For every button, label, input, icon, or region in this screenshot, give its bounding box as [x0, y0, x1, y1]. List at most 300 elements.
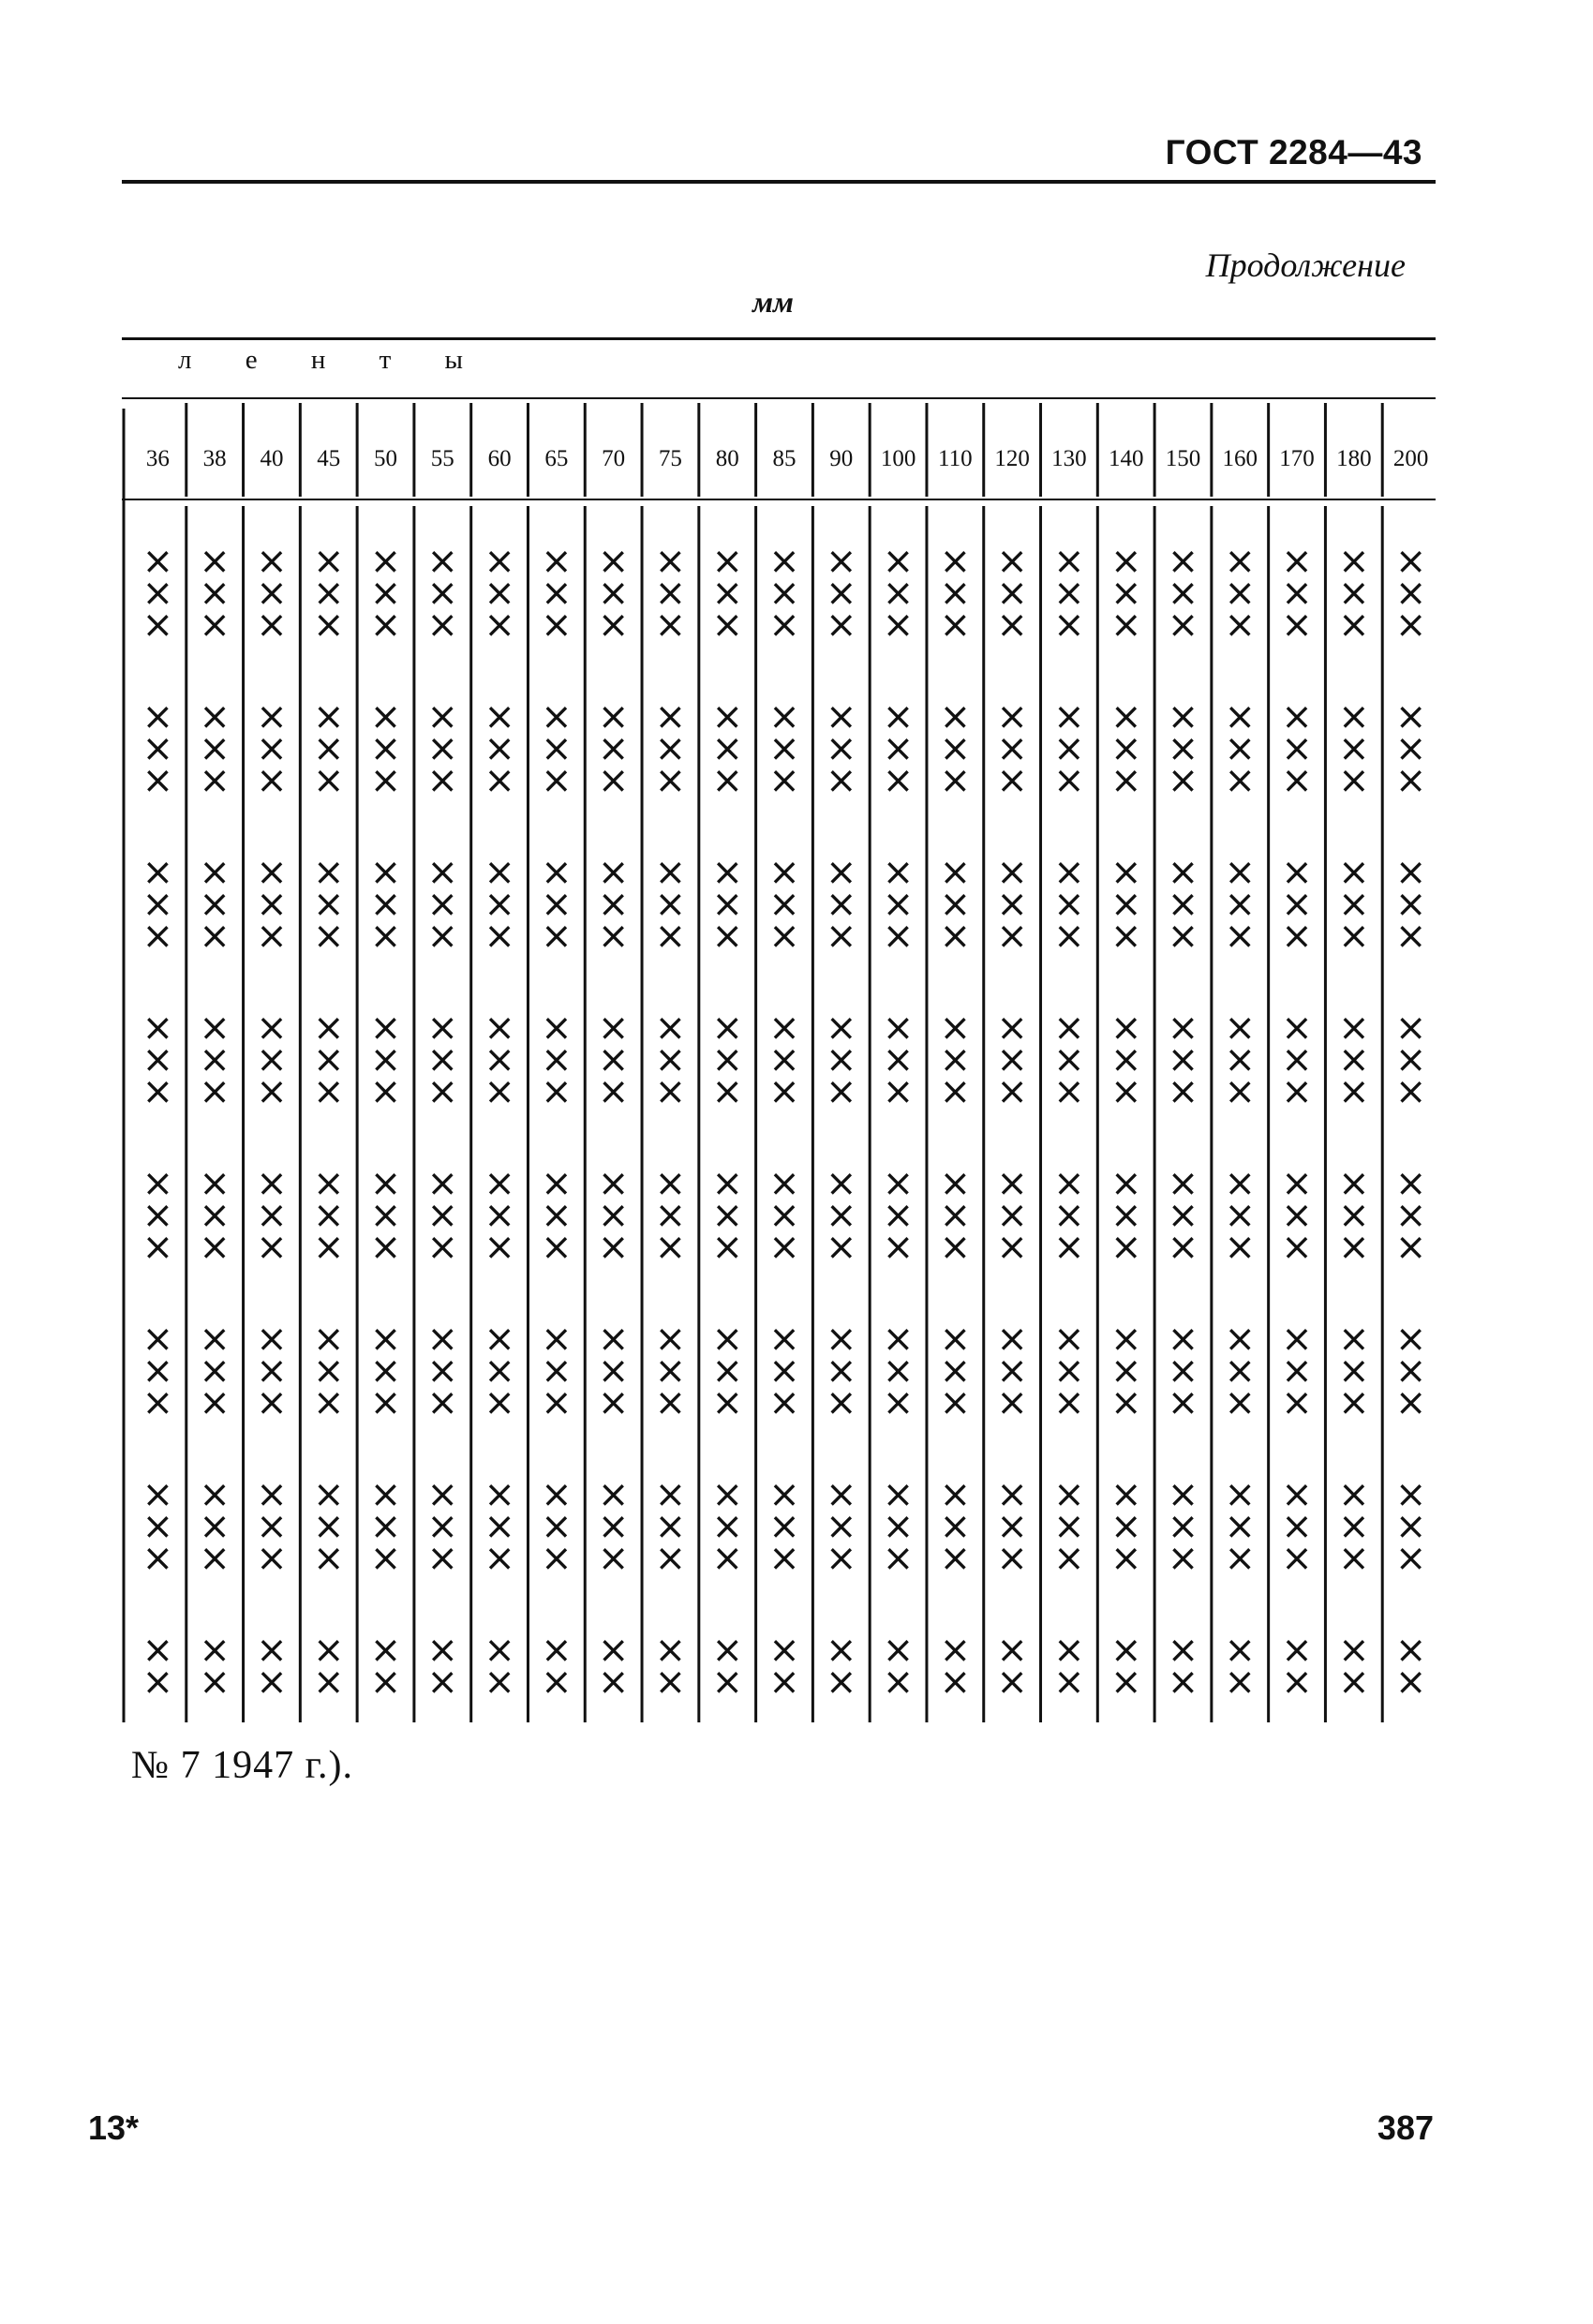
- table-mark: ×: [1394, 1162, 1427, 1205]
- table-mark: ×: [369, 1381, 402, 1424]
- table-mark: ×: [199, 1629, 231, 1672]
- table-mark: ×: [141, 572, 174, 615]
- table-mark: ×: [1394, 572, 1427, 615]
- page-number: 387: [1377, 2108, 1434, 2147]
- column-header: 85: [772, 446, 796, 471]
- table-mark: ×: [711, 1505, 743, 1548]
- table-mark: ×: [597, 1070, 630, 1113]
- table-mark: ×: [541, 540, 573, 583]
- table-mark: ×: [312, 851, 345, 894]
- table-mark: ×: [1167, 1070, 1199, 1113]
- table-mark: ×: [1109, 1349, 1142, 1393]
- table-mark: ×: [312, 883, 345, 926]
- table-mark: ×: [256, 1629, 288, 1672]
- table-mark: ×: [256, 1006, 288, 1050]
- table-mark: ×: [1281, 1038, 1313, 1081]
- table-mark: ×: [199, 1349, 231, 1393]
- table-mark: ×: [939, 1661, 972, 1704]
- table-mark: ×: [996, 915, 1028, 958]
- table-mark: ×: [1281, 572, 1313, 615]
- table-mark: ×: [312, 1318, 345, 1361]
- table-mark: ×: [1167, 915, 1199, 958]
- continuation-label: Продолжение: [1205, 246, 1406, 284]
- table-mark: ×: [768, 1473, 800, 1516]
- table-mark: ×: [1167, 1629, 1199, 1672]
- table-mark: ×: [711, 695, 743, 738]
- column-header: 36: [145, 446, 170, 471]
- table-mark: ×: [826, 1226, 857, 1269]
- table-mark: ×: [1053, 603, 1085, 647]
- table-mark: ×: [541, 1070, 573, 1113]
- table-mark: ×: [768, 1006, 800, 1050]
- table-mark: ×: [484, 1038, 515, 1081]
- column-header: 75: [658, 446, 682, 471]
- sheet-mark: 13*: [88, 2108, 140, 2147]
- table-mark: ×: [1167, 1162, 1199, 1205]
- table-mark: ×: [1224, 1473, 1257, 1516]
- table-mark: ×: [882, 1006, 915, 1050]
- table-mark: ×: [426, 1629, 459, 1672]
- table-mark: ×: [939, 572, 972, 615]
- table-mark: ×: [996, 603, 1028, 647]
- table-mark: ×: [484, 1505, 515, 1548]
- table-mark: ×: [1338, 603, 1370, 647]
- table-mark: ×: [1167, 1226, 1199, 1269]
- table-mark: ×: [141, 851, 174, 894]
- table-mark: ×: [939, 759, 972, 802]
- table-mark: ×: [939, 1194, 972, 1237]
- table-mark: ×: [1167, 695, 1199, 738]
- table-mark: ×: [939, 1473, 972, 1516]
- table-mark: ×: [312, 603, 345, 647]
- table-mark: ×: [484, 1318, 515, 1361]
- unit-label: мм: [752, 285, 794, 319]
- table-mark: ×: [484, 1070, 515, 1113]
- table-mark: ×: [711, 915, 743, 958]
- table-mark: ×: [654, 1194, 687, 1237]
- table-mark: ×: [369, 1537, 402, 1580]
- table-mark: ×: [1394, 603, 1427, 647]
- table-mark: ×: [768, 727, 800, 770]
- table-mark: ×: [1281, 915, 1313, 958]
- table-mark: ×: [141, 1038, 174, 1081]
- table-mark: ×: [1224, 1226, 1257, 1269]
- table-mark: ×: [484, 1473, 515, 1516]
- table-mark: ×: [1109, 572, 1142, 615]
- table-mark: ×: [541, 695, 573, 738]
- table-mark: ×: [1281, 1006, 1313, 1050]
- table-mark: ×: [1394, 1070, 1427, 1113]
- table-mark: ×: [1394, 851, 1427, 894]
- table-mark: ×: [1281, 883, 1313, 926]
- table-mark: ×: [256, 883, 288, 926]
- table-mark: ×: [541, 1226, 573, 1269]
- table-mark: ×: [768, 603, 800, 647]
- table-mark: ×: [199, 915, 231, 958]
- table-mark: ×: [597, 572, 630, 615]
- table-mark: ×: [1224, 1349, 1257, 1393]
- table-mark: ×: [541, 603, 573, 647]
- table-mark: ×: [654, 1006, 687, 1050]
- table-mark: ×: [597, 727, 630, 770]
- table-mark: ×: [1167, 1349, 1199, 1393]
- table-mark: ×: [141, 727, 174, 770]
- table-mark: ×: [312, 1162, 345, 1205]
- table-mark: ×: [1167, 1473, 1199, 1516]
- table-mark: ×: [369, 915, 402, 958]
- column-header: 80: [715, 446, 739, 471]
- table-mark: ×: [826, 1194, 857, 1237]
- column-header: 200: [1392, 446, 1429, 471]
- table-mark: ×: [426, 1006, 459, 1050]
- table-mark: ×: [1281, 1505, 1313, 1548]
- table-mark: ×: [1109, 727, 1142, 770]
- table-mark: ×: [369, 1349, 402, 1393]
- table-mark: ×: [369, 759, 402, 802]
- table-mark: ×: [654, 1318, 687, 1361]
- column-header: 120: [994, 446, 1030, 471]
- table-mark: ×: [882, 1473, 915, 1516]
- table-mark: ×: [1109, 883, 1142, 926]
- table-mark: ×: [1109, 1006, 1142, 1050]
- table-mark: ×: [141, 883, 174, 926]
- table-mark: ×: [711, 1629, 743, 1672]
- table-mark: ×: [711, 1038, 743, 1081]
- table-mark: ×: [882, 727, 915, 770]
- table-mark: ×: [199, 1318, 231, 1361]
- table-mark: ×: [199, 1661, 231, 1704]
- table-mark: ×: [654, 1070, 687, 1113]
- table-mark: ×: [654, 1038, 687, 1081]
- table-mark: ×: [996, 727, 1028, 770]
- table-mark: ×: [1167, 1537, 1199, 1580]
- table-mark: ×: [882, 695, 915, 738]
- table-mark: ×: [711, 603, 743, 647]
- table-mark: ×: [711, 1194, 743, 1237]
- table-mark: ×: [939, 1070, 972, 1113]
- table-mark: ×: [996, 1537, 1028, 1580]
- table-mark: ×: [654, 1349, 687, 1393]
- table-mark: ×: [141, 1505, 174, 1548]
- table-mark: ×: [484, 1381, 515, 1424]
- table-mark: ×: [1281, 1629, 1313, 1672]
- table-mark: ×: [541, 1162, 573, 1205]
- table-mark: ×: [312, 1194, 345, 1237]
- table-mark: ×: [1394, 915, 1427, 958]
- table-mark: ×: [541, 759, 573, 802]
- table-mark: ×: [256, 1038, 288, 1081]
- table-mark: ×: [199, 1226, 231, 1269]
- table-mark: ×: [369, 1070, 402, 1113]
- table-mark: ×: [256, 1070, 288, 1113]
- table-mark: ×: [768, 1162, 800, 1205]
- table-mark: ×: [1167, 1038, 1199, 1081]
- table-mark: ×: [1053, 1661, 1085, 1704]
- table-mark: ×: [1281, 1162, 1313, 1205]
- table-mark: ×: [1281, 540, 1313, 583]
- table-mark: ×: [1338, 1629, 1370, 1672]
- table-mark: ×: [541, 1381, 573, 1424]
- table-mark: ×: [711, 1661, 743, 1704]
- table-mark: ×: [996, 1318, 1028, 1361]
- table-mark: ×: [597, 1194, 630, 1237]
- table-mark: ×: [597, 1473, 630, 1516]
- table-mark: ×: [426, 1473, 459, 1516]
- table-mark: ×: [826, 727, 857, 770]
- table-mark: ×: [597, 759, 630, 802]
- table-mark: ×: [541, 883, 573, 926]
- table-mark: ×: [199, 883, 231, 926]
- group-heading: л е н т ы: [178, 345, 487, 375]
- table-mark: ×: [1224, 603, 1257, 647]
- table-mark: ×: [826, 1505, 857, 1548]
- table-mark: ×: [312, 1006, 345, 1050]
- table-mark: ×: [768, 540, 800, 583]
- table-mark: ×: [711, 851, 743, 894]
- table-mark: ×: [1394, 695, 1427, 738]
- table-mark: ×: [939, 1226, 972, 1269]
- table-mark: ×: [1224, 1537, 1257, 1580]
- table-mark: ×: [312, 540, 345, 583]
- table-mark: ×: [199, 1162, 231, 1205]
- footnote: № 7 1947 г.).: [131, 1744, 354, 1787]
- table-mark: ×: [426, 851, 459, 894]
- table-mark: ×: [484, 759, 515, 802]
- table-mark: ×: [312, 915, 345, 958]
- table-mark: ×: [1109, 1194, 1142, 1237]
- table-mark: ×: [597, 695, 630, 738]
- table-mark: ×: [369, 603, 402, 647]
- table-mark: ×: [1338, 1537, 1370, 1580]
- table-mark: ×: [654, 915, 687, 958]
- table-mark: ×: [1224, 1381, 1257, 1424]
- table-mark: ×: [1053, 540, 1085, 583]
- table-mark: ×: [1167, 1006, 1199, 1050]
- table-mark: ×: [711, 572, 743, 615]
- table-mark: ×: [369, 1505, 402, 1548]
- table-mark: ×: [1338, 1473, 1370, 1516]
- table-mark: ×: [939, 727, 972, 770]
- table-mark: ×: [597, 1381, 630, 1424]
- table-mark: ×: [141, 1226, 174, 1269]
- table-mark: ×: [426, 1226, 459, 1269]
- table-mark: ×: [199, 851, 231, 894]
- table-mark: ×: [141, 1070, 174, 1113]
- table-mark: ×: [1281, 1349, 1313, 1393]
- table-mark: ×: [1109, 851, 1142, 894]
- table-mark: ×: [1053, 1194, 1085, 1237]
- table-mark: ×: [541, 572, 573, 615]
- table-mark: ×: [826, 1629, 857, 1672]
- table-mark: ×: [939, 1006, 972, 1050]
- table-mark: ×: [826, 1349, 857, 1393]
- table-mark: ×: [882, 1318, 915, 1361]
- table-mark: ×: [882, 1226, 915, 1269]
- table-mark: ×: [826, 1537, 857, 1580]
- table-mark: ×: [541, 1194, 573, 1237]
- table-mark: ×: [1338, 883, 1370, 926]
- table-mark: ×: [1109, 1537, 1142, 1580]
- table-mark: ×: [541, 1505, 573, 1548]
- table-mark: ×: [141, 1318, 174, 1361]
- table-mark: ×: [996, 1505, 1028, 1548]
- table-mark: ×: [597, 1006, 630, 1050]
- table-mark: ×: [312, 1629, 345, 1672]
- table-mark: ×: [541, 1629, 573, 1672]
- table-mark: ×: [1224, 727, 1257, 770]
- table-mark: ×: [312, 1038, 345, 1081]
- table-mark: ×: [768, 1070, 800, 1113]
- table-mark: ×: [826, 851, 857, 894]
- table-mark: ×: [996, 1006, 1028, 1050]
- table-mark: ×: [882, 1038, 915, 1081]
- table-mark: ×: [426, 1038, 459, 1081]
- table-mark: ×: [541, 1349, 573, 1393]
- table-mark: ×: [996, 1162, 1028, 1205]
- table-mark: ×: [768, 1194, 800, 1237]
- table-mark: ×: [312, 1505, 345, 1548]
- column-header: 180: [1336, 446, 1372, 471]
- table-mark: ×: [426, 1349, 459, 1393]
- table-mark: ×: [141, 915, 174, 958]
- table-mark: ×: [996, 540, 1028, 583]
- table-mark: ×: [426, 915, 459, 958]
- table-mark: ×: [1167, 572, 1199, 615]
- table-mark: ×: [826, 1006, 857, 1050]
- table-mark: ×: [654, 851, 687, 894]
- table-mark: ×: [141, 1006, 174, 1050]
- table-mark: ×: [426, 759, 459, 802]
- table-mark: ×: [711, 1162, 743, 1205]
- table-mark: ×: [597, 1318, 630, 1361]
- table-mark: ×: [1053, 1349, 1085, 1393]
- table-mark: ×: [369, 883, 402, 926]
- column-header: 50: [374, 446, 398, 471]
- table-mark: ×: [826, 1318, 857, 1361]
- table-mark: ×: [256, 1661, 288, 1704]
- table-mark: ×: [597, 851, 630, 894]
- table-mark: ×: [199, 695, 231, 738]
- table-mark: ×: [826, 883, 857, 926]
- table-mark: ×: [256, 572, 288, 615]
- table-mark: ×: [1338, 1505, 1370, 1548]
- table-mark: ×: [256, 1194, 288, 1237]
- table-mark: ×: [768, 1349, 800, 1393]
- table-mark: ×: [541, 1537, 573, 1580]
- table-mark: ×: [1281, 1070, 1313, 1113]
- table-mark: ×: [256, 915, 288, 958]
- table-mark: ×: [1053, 759, 1085, 802]
- table-mark: ×: [1338, 759, 1370, 802]
- table-mark: ×: [199, 1473, 231, 1516]
- table-mark: ×: [426, 1505, 459, 1548]
- table-mark: ×: [996, 1473, 1028, 1516]
- table-mark: ×: [1281, 695, 1313, 738]
- table-mark: ×: [541, 1038, 573, 1081]
- table-mark: ×: [1394, 1381, 1427, 1424]
- table-mark: ×: [199, 1381, 231, 1424]
- table-mark: ×: [1394, 1318, 1427, 1361]
- table-mark: ×: [1338, 1318, 1370, 1361]
- table-mark: ×: [369, 1473, 402, 1516]
- table-mark: ×: [1053, 1629, 1085, 1672]
- table-mark: ×: [1224, 1194, 1257, 1237]
- table-mark: ×: [312, 1349, 345, 1393]
- table-mark: ×: [1109, 695, 1142, 738]
- table-mark: ×: [1224, 540, 1257, 583]
- table-mark: ×: [256, 851, 288, 894]
- table-mark: ×: [312, 759, 345, 802]
- column-header: 40: [260, 446, 284, 471]
- table-mark: ×: [882, 915, 915, 958]
- table-mark: ×: [1394, 1006, 1427, 1050]
- table-mark: ×: [484, 1349, 515, 1393]
- table-mark: ×: [484, 1629, 515, 1672]
- table-mark: ×: [426, 695, 459, 738]
- table-mark: ×: [654, 1629, 687, 1672]
- table-mark: ×: [1394, 1629, 1427, 1672]
- table-mark: ×: [1224, 1162, 1257, 1205]
- table-mark: ×: [1053, 1473, 1085, 1516]
- table-mark: ×: [1394, 1226, 1427, 1269]
- table-mark: ×: [312, 727, 345, 770]
- table-mark: ×: [1338, 1349, 1370, 1393]
- table-mark: ×: [1338, 1038, 1370, 1081]
- table-mark: ×: [1224, 1006, 1257, 1050]
- table-mark: ×: [711, 540, 743, 583]
- table-mark: ×: [597, 883, 630, 926]
- table-mark: ×: [711, 1006, 743, 1050]
- column-header: 38: [202, 446, 227, 471]
- table-mark: ×: [654, 1505, 687, 1548]
- table-mark: ×: [256, 1505, 288, 1548]
- table-mark: ×: [711, 1349, 743, 1393]
- table-mark: ×: [141, 1349, 174, 1393]
- table-mark: ×: [1281, 1194, 1313, 1237]
- table-mark: ×: [597, 915, 630, 958]
- table-mark: ×: [1338, 1194, 1370, 1237]
- table-mark: ×: [256, 759, 288, 802]
- table-mark: ×: [1053, 695, 1085, 738]
- table-mark: ×: [996, 1629, 1028, 1672]
- table-mark: ×: [654, 572, 687, 615]
- table-mark: ×: [369, 1661, 402, 1704]
- table-mark: ×: [141, 1381, 174, 1424]
- table-mark: ×: [1109, 1070, 1142, 1113]
- table-mark: ×: [1167, 851, 1199, 894]
- table-mark: ×: [768, 1381, 800, 1424]
- table-mark: ×: [256, 1381, 288, 1424]
- table-mark: ×: [882, 1505, 915, 1548]
- table-mark: ×: [711, 1070, 743, 1113]
- table-mark: ×: [1338, 915, 1370, 958]
- column-header: 100: [880, 446, 916, 471]
- table-mark: ×: [1167, 603, 1199, 647]
- table-mark: ×: [1281, 851, 1313, 894]
- table-mark: ×: [1394, 1038, 1427, 1081]
- table-mark: ×: [768, 572, 800, 615]
- table-mark: ×: [199, 1505, 231, 1548]
- table-mark: ×: [1167, 540, 1199, 583]
- table-mark: ×: [882, 851, 915, 894]
- table-mark: ×: [1053, 851, 1085, 894]
- table-mark: ×: [312, 695, 345, 738]
- table-mark: ×: [1224, 1070, 1257, 1113]
- table-mark: ×: [369, 1226, 402, 1269]
- table-mark: ×: [882, 1194, 915, 1237]
- table-mark: ×: [1281, 603, 1313, 647]
- table-mark: ×: [996, 572, 1028, 615]
